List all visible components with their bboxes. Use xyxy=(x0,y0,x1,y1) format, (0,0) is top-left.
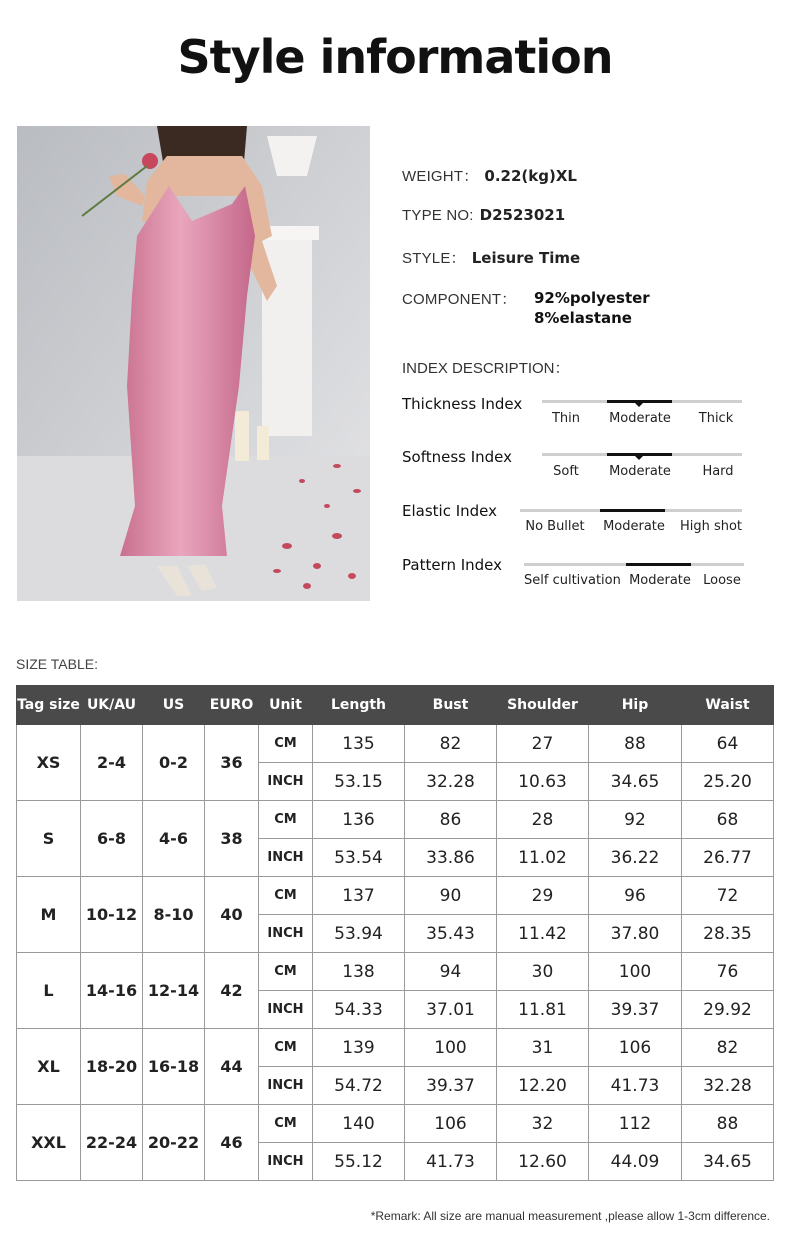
measurement-cell: 54.72 xyxy=(313,1067,405,1105)
index-option: Loose xyxy=(703,573,741,588)
measurement-cell: 11.81 xyxy=(497,991,589,1029)
measurement-cell: 136 xyxy=(313,801,405,839)
table-row xyxy=(17,877,774,915)
measurement-cell: 27 xyxy=(497,725,589,763)
measurement-cell: 53.54 xyxy=(313,839,405,877)
column-header: US xyxy=(143,686,205,725)
measurement-cell: 37.80 xyxy=(589,915,682,953)
measurement-cell: 32.28 xyxy=(682,1067,774,1105)
measurement-cell: 29 xyxy=(497,877,589,915)
column-header: UK/AU xyxy=(81,686,143,725)
measurement-cell: 35.43 xyxy=(405,915,497,953)
index-option-selected: Moderate xyxy=(609,464,671,479)
style-row xyxy=(402,247,580,268)
measurement-cell: 25.20 xyxy=(682,763,774,801)
size-table xyxy=(16,685,774,1181)
size-uk-cell: 14-16 xyxy=(81,953,143,1029)
size-euro-cell: 42 xyxy=(205,953,259,1029)
style-label: STYLE： xyxy=(402,250,466,267)
table-row xyxy=(17,953,774,991)
measurement-cell: 96 xyxy=(589,877,682,915)
measurement-cell: 100 xyxy=(589,953,682,991)
measurement-cell: 34.65 xyxy=(589,763,682,801)
column-header: Waist xyxy=(682,686,774,725)
measurement-cell: 100 xyxy=(405,1029,497,1067)
unit-cell: CM xyxy=(259,877,313,915)
index-name: Pattern Index xyxy=(402,556,503,574)
index-option: Hard xyxy=(702,464,734,479)
measurement-cell: 55.12 xyxy=(313,1143,405,1181)
component-line-1: 92%polyester xyxy=(534,289,650,307)
measurement-cell: 41.73 xyxy=(405,1143,497,1181)
weight-row xyxy=(402,165,577,186)
table-row xyxy=(17,801,774,839)
measurement-cell: 106 xyxy=(405,1105,497,1143)
table-row xyxy=(17,1105,774,1143)
index-option: Thick xyxy=(698,411,734,426)
measurement-cell: 68 xyxy=(682,801,774,839)
weight-label: WEIGHT： xyxy=(402,168,479,185)
index-option-selected: Moderate xyxy=(603,519,665,534)
measurement-cell: 36.22 xyxy=(589,839,682,877)
column-header: EURO xyxy=(205,686,259,725)
size-tag-cell: XS xyxy=(17,725,81,801)
index-name: Softness Index xyxy=(402,448,513,466)
measurement-cell: 37.01 xyxy=(405,991,497,1029)
measurement-cell: 12.20 xyxy=(497,1067,589,1105)
weight-value: 0.22(kg)XL xyxy=(484,167,577,185)
style-value: Leisure Time xyxy=(471,249,581,267)
index-description-title: INDEX DESCRIPTION： xyxy=(402,360,570,377)
index-pointer-icon xyxy=(635,403,643,407)
column-header: Hip xyxy=(589,686,682,725)
unit-cell: INCH xyxy=(259,991,313,1029)
measurement-cell: 33.86 xyxy=(405,839,497,877)
table-header-row xyxy=(17,686,774,725)
measurement-cell: 64 xyxy=(682,725,774,763)
measurement-cell: 137 xyxy=(313,877,405,915)
index-option-selected: Moderate xyxy=(629,573,691,588)
size-us-cell: 16-18 xyxy=(143,1029,205,1105)
component-value xyxy=(534,288,650,328)
unit-cell: CM xyxy=(259,1029,313,1067)
thickness-index xyxy=(402,395,762,435)
component-line-2: 8%elastane xyxy=(534,309,632,327)
measurement-cell: 41.73 xyxy=(589,1067,682,1105)
page-title: Style information xyxy=(177,30,613,84)
index-option: No Bullet xyxy=(525,519,585,534)
measurement-cell: 53.15 xyxy=(313,763,405,801)
index-option: High shot xyxy=(679,519,743,534)
table-row xyxy=(17,1029,774,1067)
measurement-cell: 34.65 xyxy=(682,1143,774,1181)
measurement-cell: 76 xyxy=(682,953,774,991)
measurement-cell: 53.94 xyxy=(313,915,405,953)
size-tag-cell: XXL xyxy=(17,1105,81,1181)
size-tag-cell: L xyxy=(17,953,81,1029)
measurement-cell: 28.35 xyxy=(682,915,774,953)
index-marker xyxy=(600,509,665,512)
size-uk-cell: 22-24 xyxy=(81,1105,143,1181)
unit-cell: INCH xyxy=(259,915,313,953)
unit-cell: CM xyxy=(259,953,313,991)
size-euro-cell: 36 xyxy=(205,725,259,801)
size-us-cell: 20-22 xyxy=(143,1105,205,1181)
column-header: Bust xyxy=(405,686,497,725)
component-row xyxy=(402,288,517,309)
measurement-cell: 39.37 xyxy=(405,1067,497,1105)
measurement-cell: 138 xyxy=(313,953,405,991)
size-uk-cell: 2-4 xyxy=(81,725,143,801)
unit-cell: INCH xyxy=(259,1143,313,1181)
index-option: Thin xyxy=(551,411,581,426)
size-euro-cell: 40 xyxy=(205,877,259,953)
measurement-cell: 86 xyxy=(405,801,497,839)
measurement-cell: 44.09 xyxy=(589,1143,682,1181)
index-option-selected: Moderate xyxy=(609,411,671,426)
size-uk-cell: 10-12 xyxy=(81,877,143,953)
unit-cell: INCH xyxy=(259,839,313,877)
measurement-cell: 82 xyxy=(682,1029,774,1067)
type-no-label: TYPE NO: xyxy=(402,207,474,224)
measurement-cell: 30 xyxy=(497,953,589,991)
index-marker xyxy=(626,563,691,566)
component-label: COMPONENT： xyxy=(402,291,517,308)
measurement-cell: 88 xyxy=(589,725,682,763)
remark-note: *Remark: All size are manual measurement ,please allow 1-3cm difference. xyxy=(370,1209,770,1223)
elastic-index xyxy=(402,502,762,542)
size-tag-cell: S xyxy=(17,801,81,877)
measurement-cell: 112 xyxy=(589,1105,682,1143)
measurement-cell: 11.02 xyxy=(497,839,589,877)
column-header: Unit xyxy=(259,686,313,725)
measurement-cell: 32.28 xyxy=(405,763,497,801)
size-euro-cell: 46 xyxy=(205,1105,259,1181)
measurement-cell: 26.77 xyxy=(682,839,774,877)
unit-cell: CM xyxy=(259,1105,313,1143)
measurement-cell: 39.37 xyxy=(589,991,682,1029)
measurement-cell: 106 xyxy=(589,1029,682,1067)
measurement-cell: 139 xyxy=(313,1029,405,1067)
size-us-cell: 8-10 xyxy=(143,877,205,953)
unit-cell: CM xyxy=(259,725,313,763)
measurement-cell: 72 xyxy=(682,877,774,915)
size-tag-cell: M xyxy=(17,877,81,953)
measurement-cell: 140 xyxy=(313,1105,405,1143)
measurement-cell: 32 xyxy=(497,1105,589,1143)
size-euro-cell: 38 xyxy=(205,801,259,877)
measurement-cell: 88 xyxy=(682,1105,774,1143)
pattern-index xyxy=(402,556,762,596)
size-tag-cell: XL xyxy=(17,1029,81,1105)
size-uk-cell: 6-8 xyxy=(81,801,143,877)
type-no-value: D2523021 xyxy=(479,206,566,224)
index-option: Soft xyxy=(553,464,579,479)
size-us-cell: 0-2 xyxy=(143,725,205,801)
unit-cell: CM xyxy=(259,801,313,839)
measurement-cell: 28 xyxy=(497,801,589,839)
unit-cell: INCH xyxy=(259,1067,313,1105)
column-header: Tag size xyxy=(17,686,81,725)
index-pointer-icon xyxy=(635,456,643,460)
measurement-cell: 135 xyxy=(313,725,405,763)
softness-index xyxy=(402,448,762,488)
table-row xyxy=(17,725,774,763)
size-us-cell: 12-14 xyxy=(143,953,205,1029)
measurement-cell: 92 xyxy=(589,801,682,839)
measurement-cell: 12.60 xyxy=(497,1143,589,1181)
type-no-row xyxy=(402,206,565,224)
size-euro-cell: 44 xyxy=(205,1029,259,1105)
index-option: Self cultivation xyxy=(524,573,621,588)
unit-cell: INCH xyxy=(259,763,313,801)
column-header: Length xyxy=(313,686,405,725)
measurement-cell: 31 xyxy=(497,1029,589,1067)
index-name: Elastic Index xyxy=(402,502,498,520)
measurement-cell: 90 xyxy=(405,877,497,915)
column-header: Shoulder xyxy=(497,686,589,725)
product-photo xyxy=(17,126,370,601)
measurement-cell: 11.42 xyxy=(497,915,589,953)
measurement-cell: 10.63 xyxy=(497,763,589,801)
index-name: Thickness Index xyxy=(402,395,523,413)
size-uk-cell: 18-20 xyxy=(81,1029,143,1105)
measurement-cell: 82 xyxy=(405,725,497,763)
measurement-cell: 29.92 xyxy=(682,991,774,1029)
size-us-cell: 4-6 xyxy=(143,801,205,877)
measurement-cell: 94 xyxy=(405,953,497,991)
measurement-cell: 54.33 xyxy=(313,991,405,1029)
size-table-title: SIZE TABLE: xyxy=(16,656,98,672)
